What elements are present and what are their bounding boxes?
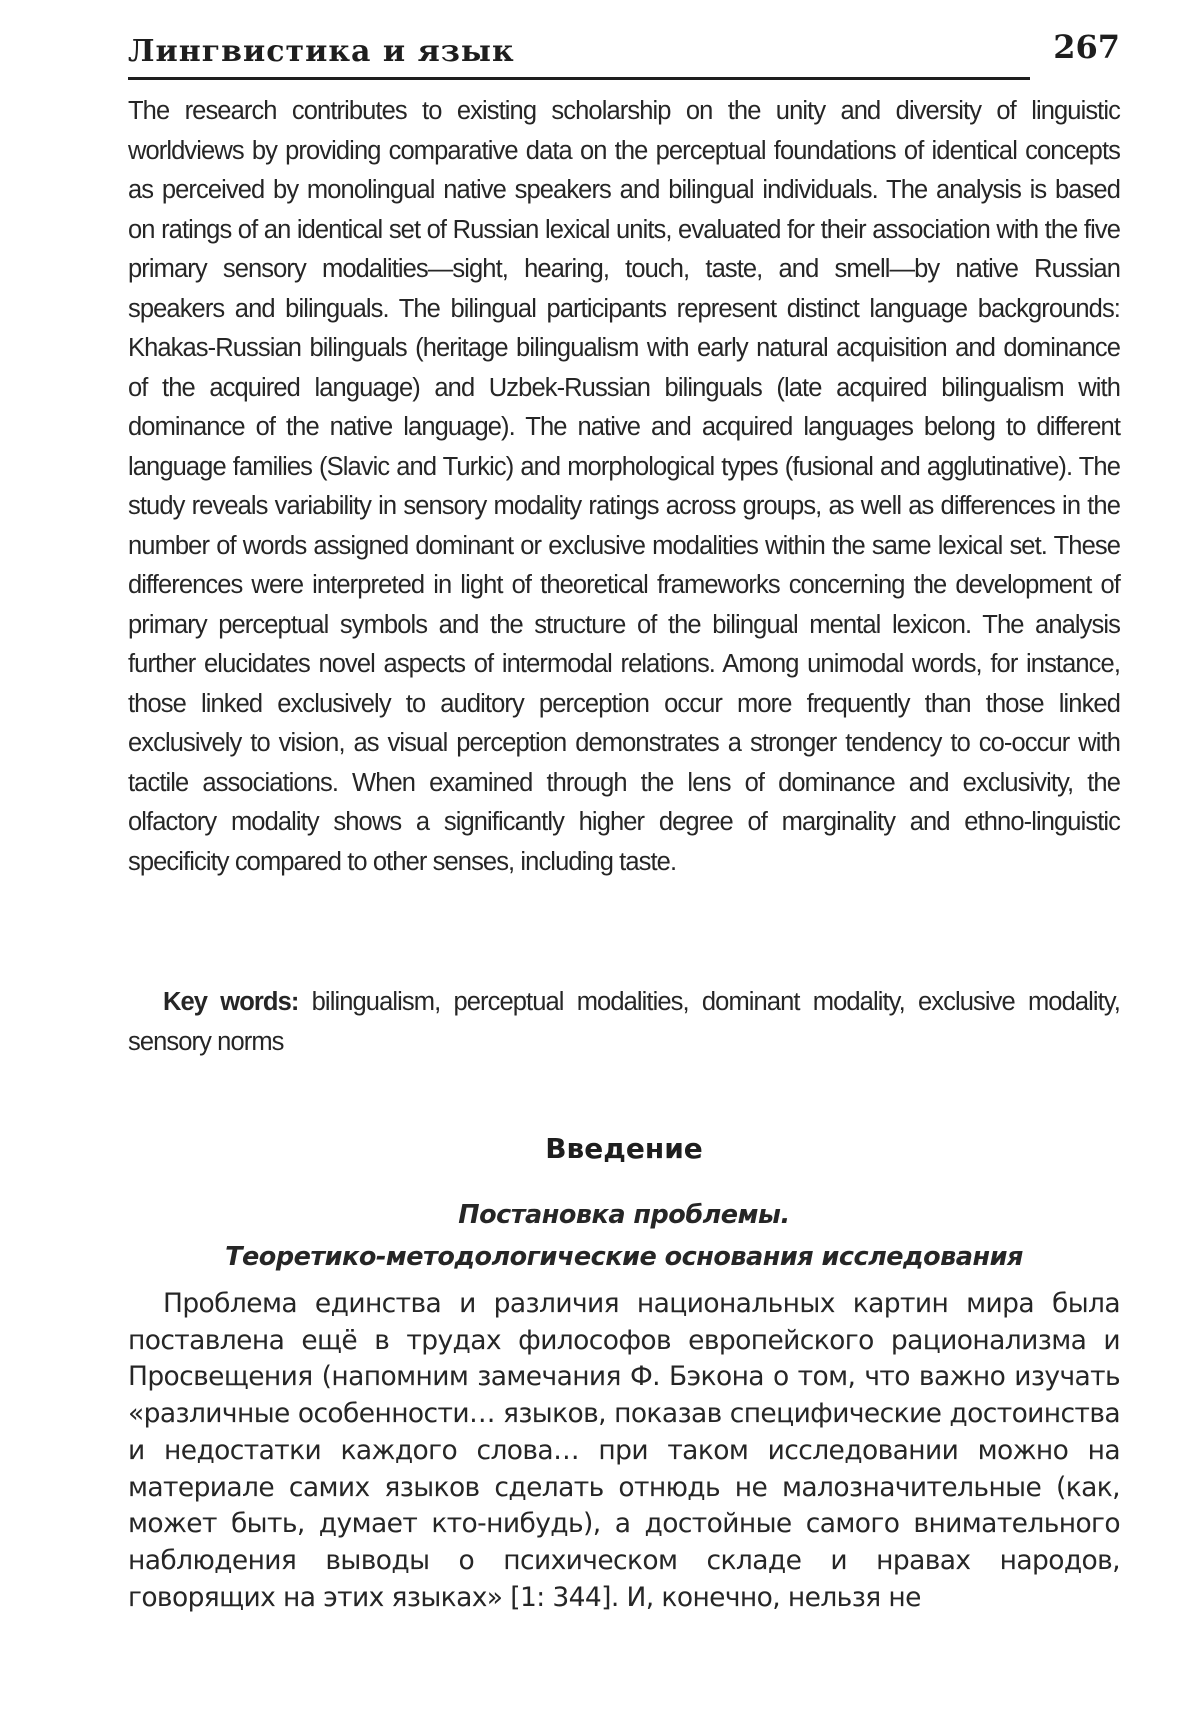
- running-head: [128, 28, 1120, 78]
- subsection-heading-line-1: Постановка проблемы.: [458, 1200, 790, 1230]
- keywords-list: bilingualism, perceptual modalities, dominant modality, exclusive modality, sensory norms: [128, 988, 1120, 1056]
- header-divider: [128, 77, 1030, 80]
- section-heading: Введение: [545, 1132, 703, 1165]
- subsection-heading-line-2: Теоретико-методологические основания исследования: [225, 1242, 1023, 1272]
- journal-title: Лингвистика и язык: [128, 34, 515, 69]
- abstract-paragraph: The research contributes to existing scholarship on the unity and diversity of linguistic worldviews by providing comparative data on the perceptual foundations of identical concepts as perceived by monolingual native speakers and bilingual individuals. The analysis is based on ratings of an identical set of Russian lexical units, evaluated for their association with the five primary sensory modalities—sight, hearing, touch, taste, and smell—by native Russian speakers and bilinguals. The bilingual participants represent distinct language backgrounds: Khakas-Russian bilinguals (heritage bilingualism with early natural acquisition and dominance of the acquired language) and Uzbek-Russian bilinguals (late acquired bilingualism with dominance of the native language). The native and acquired languages belong to different language families (Slavic and Turkic) and morphological types (fusional and agglutinative). The study reveals variability in sensory modality ratings across groups, as well as differences in the number of words assigned dominant or exclusive modalities within the same lexical set. These differences were interpreted in light of theoretical frameworks concerning the development of primary perceptual symbols and the structure of the bilingual mental lexicon. The analysis further elucidates novel aspects of intermodal relations. Among unimodal words, for instance, those linked exclusively to auditory perception occur more frequently than those linked exclusively to vision, as visual perception demonstrates a stronger tendency to co-occur with tactile associations. When examined through the lens of dominance and exclusivity, the olfactory modality shows a significantly higher degree of marginality and ethno-linguistic specificity compared to other senses, including taste.: [128, 97, 1120, 876]
- keywords-paragraph: [128, 983, 1120, 1062]
- keywords-label: Key words:: [163, 988, 299, 1016]
- page-number: 267: [1053, 28, 1120, 66]
- body-paragraph: Проблема единства и различия национальных картин мира была поставлена ещё в трудах философов европейского рационализма и Просвещения (напомним замечания Ф. Бэкона о том, что важно изучать «различные особенности… языков, показав специфические достоинства и недостатки каждого слова… при таком исследовании можно на материале самих языков сделать отнюдь не малозначительные (как, может быть, думает кто-нибудь), а достойные самого внимательного наблюдения выводы о психическом складе и нравах народов, говорящих на этих языках» [1: 344]. И, конечно, нельзя не: [128, 1288, 1120, 1613]
